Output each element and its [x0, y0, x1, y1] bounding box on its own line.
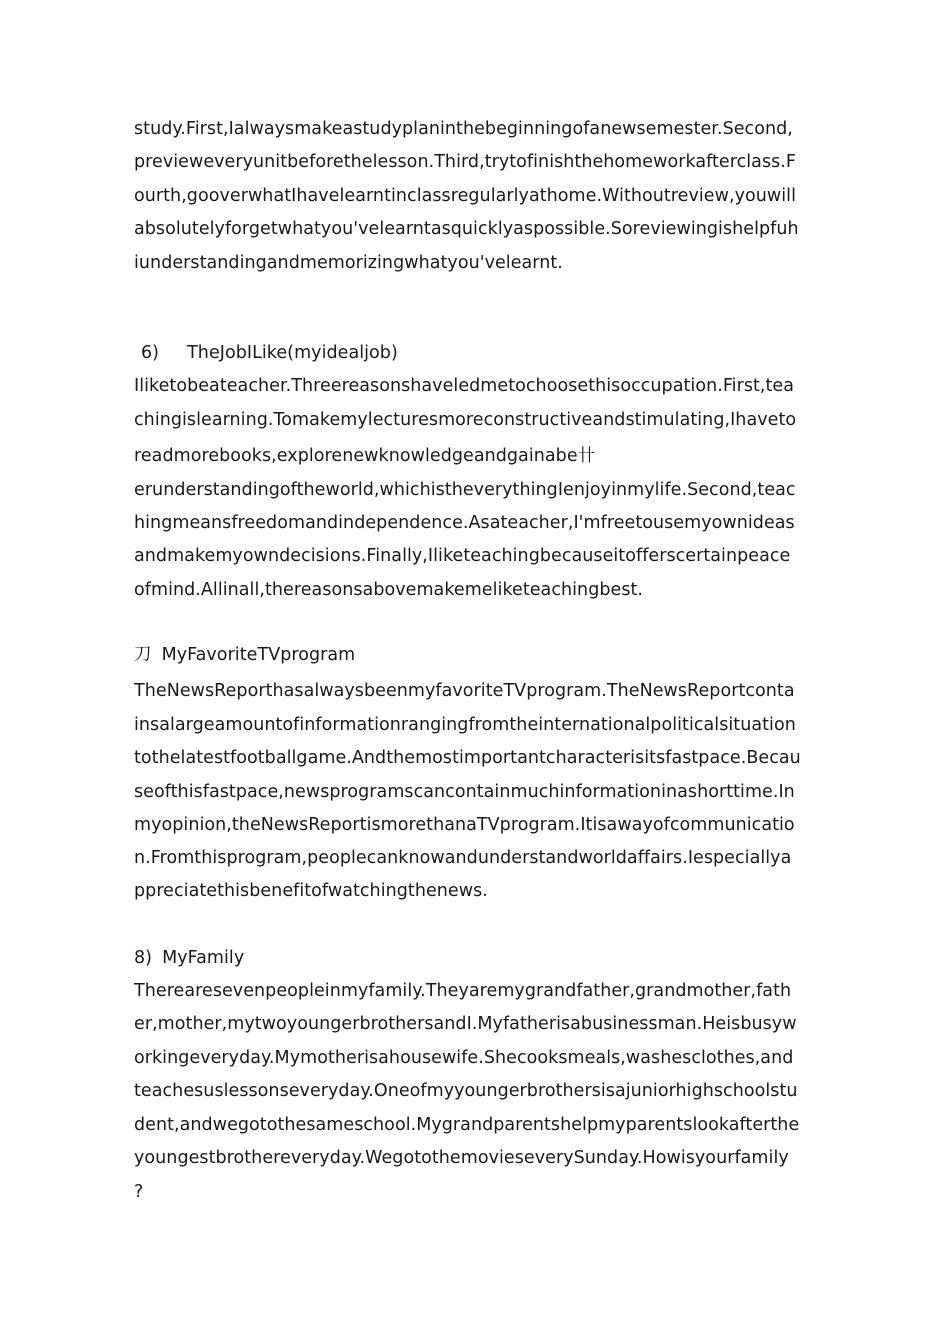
- section-number: 8): [134, 948, 153, 968]
- paragraph-line: previeweveryunitbeforethelesson.Third,trytofinishthehomeworkafterclass.F: [134, 152, 797, 172]
- paragraph-line: ppreciatethisbenefitofwatchingthenews.: [134, 881, 488, 901]
- section-title: MyFamily: [162, 948, 245, 968]
- paragraph-line: orkingeveryday.Mymotherisahousewife.Shecooksmeals,washesclothes,and: [134, 1048, 794, 1068]
- paragraph-line: insalargeamountofinformationrangingfromtheinternationalpoliticalsituation: [134, 715, 796, 735]
- section-heading: [134, 947, 244, 969]
- section-heading: [134, 644, 355, 666]
- section-title: MyFavoriteTVprogram: [161, 645, 356, 665]
- paragraph-line: absolutelyforgetwhatyou'velearntasquicklyaspossible.Soreviewingishelpfuh: [134, 219, 799, 239]
- paragraph-line: iunderstandingandmemorizingwhatyou'velearnt.: [134, 253, 563, 273]
- paragraph-line: chingislearning.Tomakemylecturesmoreconstructiveandstimulating,Ihaveto: [134, 410, 797, 430]
- paragraph-line: Therearesevenpeopleinmyfamily.Theyaremygrandfather,grandmother,fath: [134, 981, 792, 1001]
- paragraph-line: hingmeansfreedomandindependence.Asateacher,I'mfreetousemyownideas: [134, 513, 795, 533]
- paragraph-line: erunderstandingoftheworld,whichistheverythingIenjoyinmylife.Second,teac: [134, 480, 796, 500]
- paragraph-line: study.First,Ialwaysmakeastudyplaninthebeginningofanewsemester.Second,: [134, 119, 793, 139]
- paragraph-line: readmorebooks,explorenewknowledgeandgainabe卄: [134, 446, 596, 466]
- section-heading: [141, 342, 398, 364]
- paragraph-line: andmakemyowndecisions.Finally,Iliketeachingbecauseitofferscertainpeace: [134, 546, 791, 566]
- paragraph-line: seofthisfastpace,newsprogramscancontainmuchinformationinashorttime.In: [134, 782, 795, 802]
- section-number: 6): [141, 343, 160, 363]
- paragraph-line: myopinion,theNewsReportismorethanaTVprogram.Itisawayofcommunicatio: [134, 815, 795, 835]
- paragraph-line: dent,andwegotothesameschool.Mygrandparentshelpmyparentslookafterthe: [134, 1115, 800, 1135]
- paragraph-line: ourth,gooverwhatIhavelearntinclassregularlyathome.Withoutreview,youwill: [134, 186, 796, 206]
- paragraph-line: tothelatestfootballgame.Andthemostimportantcharacterisitsfastpace.Becau: [134, 748, 801, 768]
- paragraph-line: er,mother,mytwoyoungerbrothersandI.Myfatherisabusinessman.Heisbusyw: [134, 1014, 797, 1034]
- paragraph-line: TheNewsReporthasalwaysbeenmyfavoriteTVprogram.TheNewsReportconta: [134, 681, 795, 701]
- paragraph-line: Iliketobeateacher.Threereasonshaveledmetochoosethisoccupation.First,tea: [134, 376, 795, 396]
- section-number: 刀: [134, 645, 152, 665]
- paragraph-line: ofmind.Allinall,thereasonsabovemakemeliketeachingbest.: [134, 580, 644, 600]
- paragraph-line: youngestbrothereveryday.WegotothemovieseverySunday.Howisyourfamily: [134, 1148, 789, 1168]
- paragraph-line: n.Fromthisprogram,peoplecanknowandunderstandworldaffairs.Iespeciallya: [134, 848, 792, 868]
- paragraph-line: ?: [134, 1182, 144, 1202]
- section-title: TheJobILike(myidealjob): [187, 343, 398, 363]
- paragraph-line: teachesuslessonseveryday.Oneofmyyoungerbrothersisajuniorhighschoolstu: [134, 1081, 798, 1101]
